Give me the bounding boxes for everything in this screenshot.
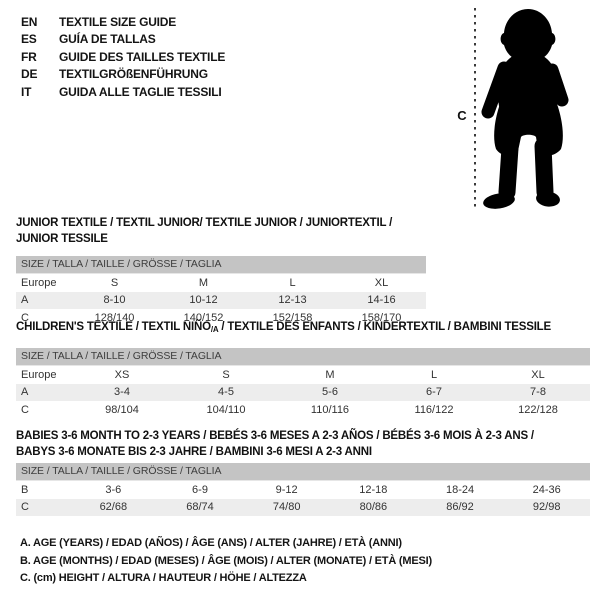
footnote-b: B. AGE (MONTHS) / EDAD (MESES) / ÂGE (MOIS) / ALTER (MONATE) / ETÀ (MESI) bbox=[20, 554, 432, 567]
value-cell: 80/86 bbox=[359, 501, 388, 514]
row-label: C bbox=[21, 311, 29, 324]
value-cell: 18-24 bbox=[445, 483, 475, 496]
value-cell: 7-8 bbox=[530, 386, 546, 399]
table-row-age bbox=[16, 292, 426, 310]
table-row-height bbox=[16, 401, 590, 419]
value-cell: 3-6 bbox=[105, 483, 122, 496]
size-cell: L bbox=[289, 276, 296, 289]
table-rows bbox=[16, 365, 590, 419]
value-cell: 74/80 bbox=[272, 501, 301, 514]
value-cell: 10-12 bbox=[189, 294, 218, 307]
table-row-europe bbox=[16, 274, 426, 292]
baby-silhouette-icon bbox=[482, 9, 563, 211]
table-row-months bbox=[16, 481, 590, 499]
footnote-a: A. AGE (YEARS) / EDAD (AÑOS) / ÂGE (ANS) / ALTER (JAHRE) / ETÀ (ANNI) bbox=[20, 537, 402, 549]
row-label: Europe bbox=[21, 368, 57, 381]
height-label-c: C bbox=[457, 108, 467, 123]
footnote-c: C. (cm) HEIGHT / ALTURA / HAUTEUR / HÖHE / ALTEZZA bbox=[20, 572, 307, 584]
value-cell: 128/140 bbox=[94, 311, 135, 324]
size-cell: XL bbox=[531, 368, 545, 381]
language-row-fr bbox=[21, 48, 225, 66]
value-cell: 24-36 bbox=[532, 483, 561, 496]
table-title-line1: BABIES 3-6 MONTH TO 2-3 YEARS / BEBÉS 3-6 MESES A 2-3 AÑOS / BÉBÉS 3-6 MOIS À 2-3 ANS / bbox=[16, 430, 534, 442]
row-label: C bbox=[21, 501, 29, 514]
childrens-textile-table bbox=[16, 319, 590, 419]
row-label: Europe bbox=[21, 276, 57, 289]
value-cell: 86/92 bbox=[446, 501, 474, 514]
value-cell: 4-5 bbox=[218, 386, 234, 399]
table-row-age bbox=[16, 384, 590, 402]
value-cell: 122/128 bbox=[518, 403, 558, 416]
value-cell: 98/104 bbox=[105, 403, 139, 416]
row-label: A bbox=[21, 294, 29, 307]
size-header-label: SIZE / TALLA / TAILLE / GRÖSSE / TAGLIA bbox=[21, 350, 222, 362]
table-row-height bbox=[16, 499, 590, 517]
value-cell: 6-7 bbox=[426, 386, 442, 399]
value-cell: 116/122 bbox=[414, 403, 454, 416]
value-cell: 104/110 bbox=[206, 403, 246, 416]
value-cell: 14-16 bbox=[367, 294, 396, 307]
table-title: CHILDREN'S TEXTILE / TEXTIL $NIÑO_{/A}$ / TEXTILE DES ENFANTS / KINDERTEXTIL / BAMBINI TESSILE bbox=[16, 321, 551, 334]
guide-title-es: GUÍA DE TALLAS bbox=[59, 32, 156, 47]
table-row-europe bbox=[16, 366, 590, 384]
value-cell: 12-18 bbox=[359, 483, 388, 496]
value-cell: 92/98 bbox=[532, 501, 561, 514]
value-cell: 158/170 bbox=[361, 311, 402, 324]
height-figure bbox=[440, 0, 600, 220]
table-title: JUNIOR TEXTILE / TEXTIL JUNIOR/ TEXTILE JUNIOR / JUNIORTEXTIL / JUNIOR TESSILE bbox=[16, 217, 393, 245]
size-cell: L bbox=[430, 368, 438, 381]
babies-textile-table bbox=[16, 428, 590, 516]
language-row-es bbox=[21, 31, 225, 49]
language-code: DE bbox=[21, 67, 38, 82]
table-title-line2: BABYS 3-6 MONATE BIS 2-3 JAHRE / BAMBINI 3-6 MESI A 2-3 ANNI bbox=[16, 446, 372, 458]
language-code: ES bbox=[21, 32, 37, 47]
size-header-label: SIZE / TALLA / TAILLE / GRÖSSE / TAGLIA bbox=[21, 258, 222, 270]
language-row-it bbox=[21, 83, 225, 101]
value-cell: 140/152 bbox=[183, 311, 224, 324]
size-cell: XL bbox=[374, 276, 389, 289]
language-code: EN bbox=[21, 14, 38, 29]
value-cell: 9-12 bbox=[275, 483, 298, 496]
value-cell: 8-10 bbox=[103, 294, 126, 307]
row-label: A bbox=[21, 386, 29, 399]
footnotes bbox=[20, 535, 432, 588]
junior-textile-table bbox=[16, 215, 426, 327]
size-cell: S bbox=[222, 368, 230, 381]
value-cell: 5-6 bbox=[322, 386, 338, 399]
value-cell: 68/74 bbox=[186, 501, 214, 514]
value-cell: 62/68 bbox=[99, 501, 128, 514]
size-header-label: SIZE / TALLA / TAILLE / GRÖSSE / TAGLIA bbox=[21, 465, 222, 477]
guide-title-fr: GUIDE DES TAILLES TEXTILE bbox=[59, 49, 226, 64]
language-title-list bbox=[21, 13, 225, 101]
size-cell: S bbox=[110, 276, 119, 289]
value-cell: 110/116 bbox=[310, 403, 350, 416]
value-cell: 3-4 bbox=[114, 386, 130, 399]
value-cell: 152/158 bbox=[272, 311, 313, 324]
row-label: C bbox=[21, 403, 29, 416]
size-cell: M bbox=[198, 276, 209, 289]
size-header-bar bbox=[16, 256, 426, 273]
table-rows bbox=[16, 480, 590, 516]
language-row-en bbox=[21, 13, 225, 31]
language-row-de bbox=[21, 66, 225, 84]
guide-title-en: TEXTILE SIZE GUIDE bbox=[59, 14, 177, 29]
language-code: IT bbox=[21, 84, 32, 99]
size-header-bar bbox=[16, 463, 590, 480]
guide-title-de: TEXTILGRÖßENFÜHRUNG bbox=[59, 67, 208, 82]
value-cell: 6-9 bbox=[192, 483, 208, 496]
size-cell: M bbox=[325, 368, 335, 381]
value-cell: 12-13 bbox=[278, 294, 307, 307]
language-code: FR bbox=[21, 49, 37, 64]
size-cell: XS bbox=[114, 368, 130, 381]
size-header-bar bbox=[16, 348, 590, 365]
row-label: B bbox=[21, 483, 29, 496]
guide-title-it: GUIDA ALLE TAGLIE TESSILI bbox=[59, 84, 222, 99]
